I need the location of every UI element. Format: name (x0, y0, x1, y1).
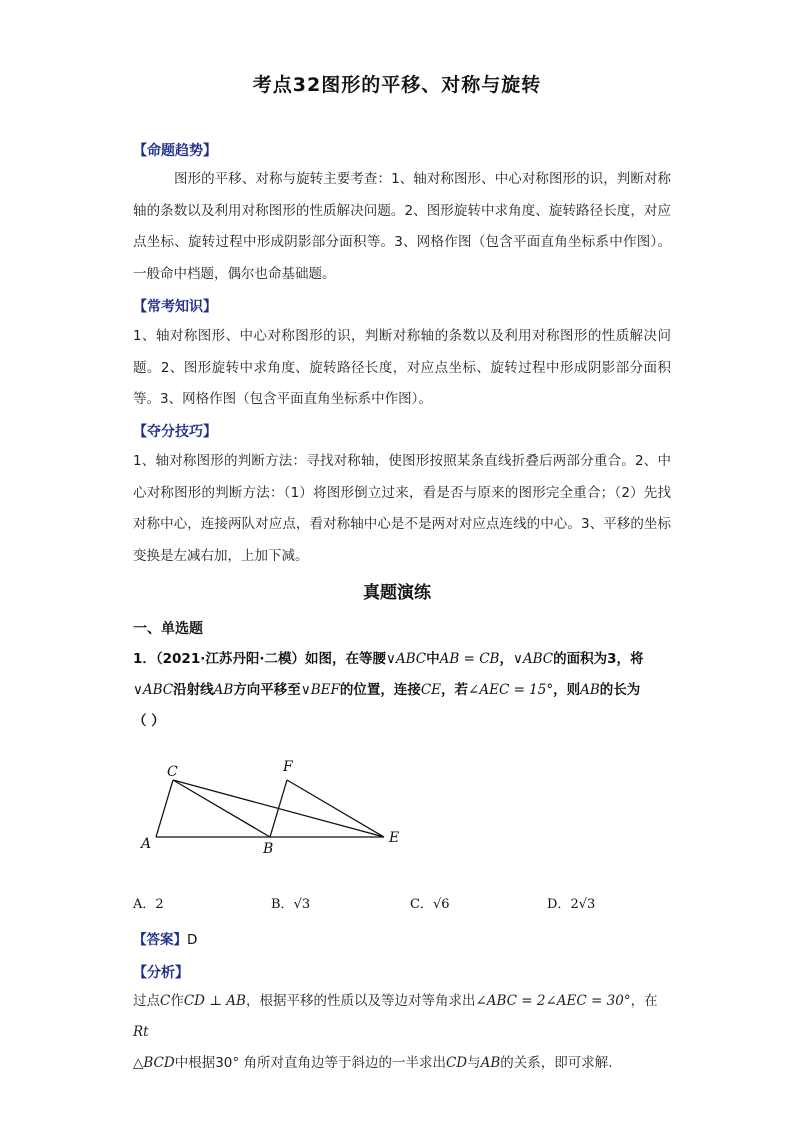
q-text: 的位置，连接 (339, 682, 421, 698)
a-math: CD (445, 1055, 468, 1071)
option-key: B． (271, 897, 294, 912)
option-c[interactable] (410, 893, 450, 912)
q-text: ， (499, 651, 513, 667)
q-text: 的面积为3，将 (553, 651, 644, 667)
a-text: 与 (467, 1055, 481, 1071)
label-f: F (283, 759, 293, 775)
q-math: ∨ABC (133, 682, 174, 698)
segment-cb (173, 780, 270, 837)
analysis-heading: 【分析】 (133, 965, 189, 981)
option-key: D． (547, 897, 571, 912)
q-text: 方向平移至 (233, 682, 301, 698)
a-text: 作 (170, 993, 184, 1009)
a-text: 过点 (133, 993, 160, 1009)
q-text: ，若 (441, 682, 469, 698)
q-text: 的长为 (599, 682, 641, 698)
a-math: AB (480, 1055, 501, 1071)
geometry-figure (133, 752, 423, 857)
q-blank: （ ） (133, 713, 165, 729)
option-value: √3 (293, 897, 311, 912)
knowledge-heading: 【常考知识】 (133, 299, 217, 315)
q-text: 中 (426, 651, 440, 667)
tips-heading: 【夺分技巧】 (133, 424, 217, 440)
tips-text: 1、轴对称图形的判断方法：寻找对称轴，使图形按照某条直线折叠后两部分重合。2、中心对称图形的判断方法：（1）将图形倒立过来，看是否与原来的图形完全重合；（2）先找对称中心，连接两队对应点，看对称轴中心是不是两对对应点连线的中心。3、平移的坐标变换是左减右加，上加下减。 (133, 453, 671, 564)
trend-text: 图形的平移、对称与旋转主要考查：1、轴对称图形、中心对称图形的识，判断对称轴的条数以及利用对称图形的性质解决问题。2、图形旋转中求角度、旋转路径长度，对应点坐标、旋转过程中形成阴影部分面积等。3、网格作图（包含平面直角坐标系中作图）。一般命中档题，偶尔也命基础题。 (133, 171, 671, 282)
practice-heading: 真题演练 (363, 583, 431, 603)
question-text (133, 644, 673, 737)
a-math: ∠ABC = 2∠AEC = 30° (475, 993, 631, 1009)
option-a[interactable] (133, 893, 164, 912)
q-math: AB (213, 682, 234, 698)
a-math: Rt (133, 1024, 149, 1040)
label-a: A (141, 836, 152, 852)
option-value: 2√3 (570, 897, 596, 912)
a-text: 中根据30° 角所对直角边等于斜边的一半求出 (174, 1055, 446, 1071)
option-key: C． (410, 897, 433, 912)
a-math: BCD (143, 1055, 175, 1071)
page-title: 考点32图形的平移、对称与旋转 (252, 74, 542, 96)
q-text: ，则 (553, 682, 581, 698)
q-math: ∨ABC (512, 651, 554, 667)
segment-fe (287, 780, 384, 837)
q-text: 1．（2021·江苏丹阳·二模）如图，在等腰 (133, 651, 386, 667)
q-math: ∨ABC (385, 651, 427, 667)
q-text: 沿射线 (173, 682, 214, 698)
section-single-choice: 一、单选题 (133, 621, 203, 637)
a-math: C (160, 993, 171, 1009)
analysis-text (133, 986, 673, 1079)
q-math: CE (420, 682, 442, 698)
q-math: ∠AEC = 15° (468, 682, 554, 698)
option-key: A． (133, 897, 156, 912)
option-value: 2 (155, 897, 164, 912)
a-text: 的关系，即可求解. (500, 1055, 613, 1071)
answer-line (133, 928, 197, 948)
answer-label: 【答案】 (133, 932, 187, 948)
trend-heading: 【命题趋势】 (133, 143, 217, 159)
knowledge-text: 1、轴对称图形、中心对称图形的识，判断对称轴的条数以及利用对称图形的性质解决问题。2、图形旋转中求角度、旋转路径长度，对应点坐标、旋转过程中形成阴影部分面积等。3、网格作图（包含平面直角坐标系中作图）。 (133, 328, 671, 407)
a-text: △ (133, 1055, 144, 1071)
segment-bf (270, 780, 287, 837)
option-b[interactable] (271, 893, 310, 912)
q-math: AB = CB (439, 651, 500, 667)
q-math: ∨BEF (300, 682, 340, 698)
label-e: E (389, 830, 400, 846)
q-math: AB (580, 682, 600, 698)
option-value: √6 (432, 897, 450, 912)
label-b: B (263, 841, 274, 857)
a-math: CD ⊥ AB (183, 993, 246, 1009)
label-c: C (167, 764, 178, 780)
a-text: ，在 (630, 993, 658, 1009)
segment-ac (156, 780, 173, 837)
option-d[interactable] (547, 893, 595, 912)
a-text: ，根据平移的性质以及等边对等角求出 (245, 993, 476, 1009)
answer-value: D (187, 932, 198, 948)
